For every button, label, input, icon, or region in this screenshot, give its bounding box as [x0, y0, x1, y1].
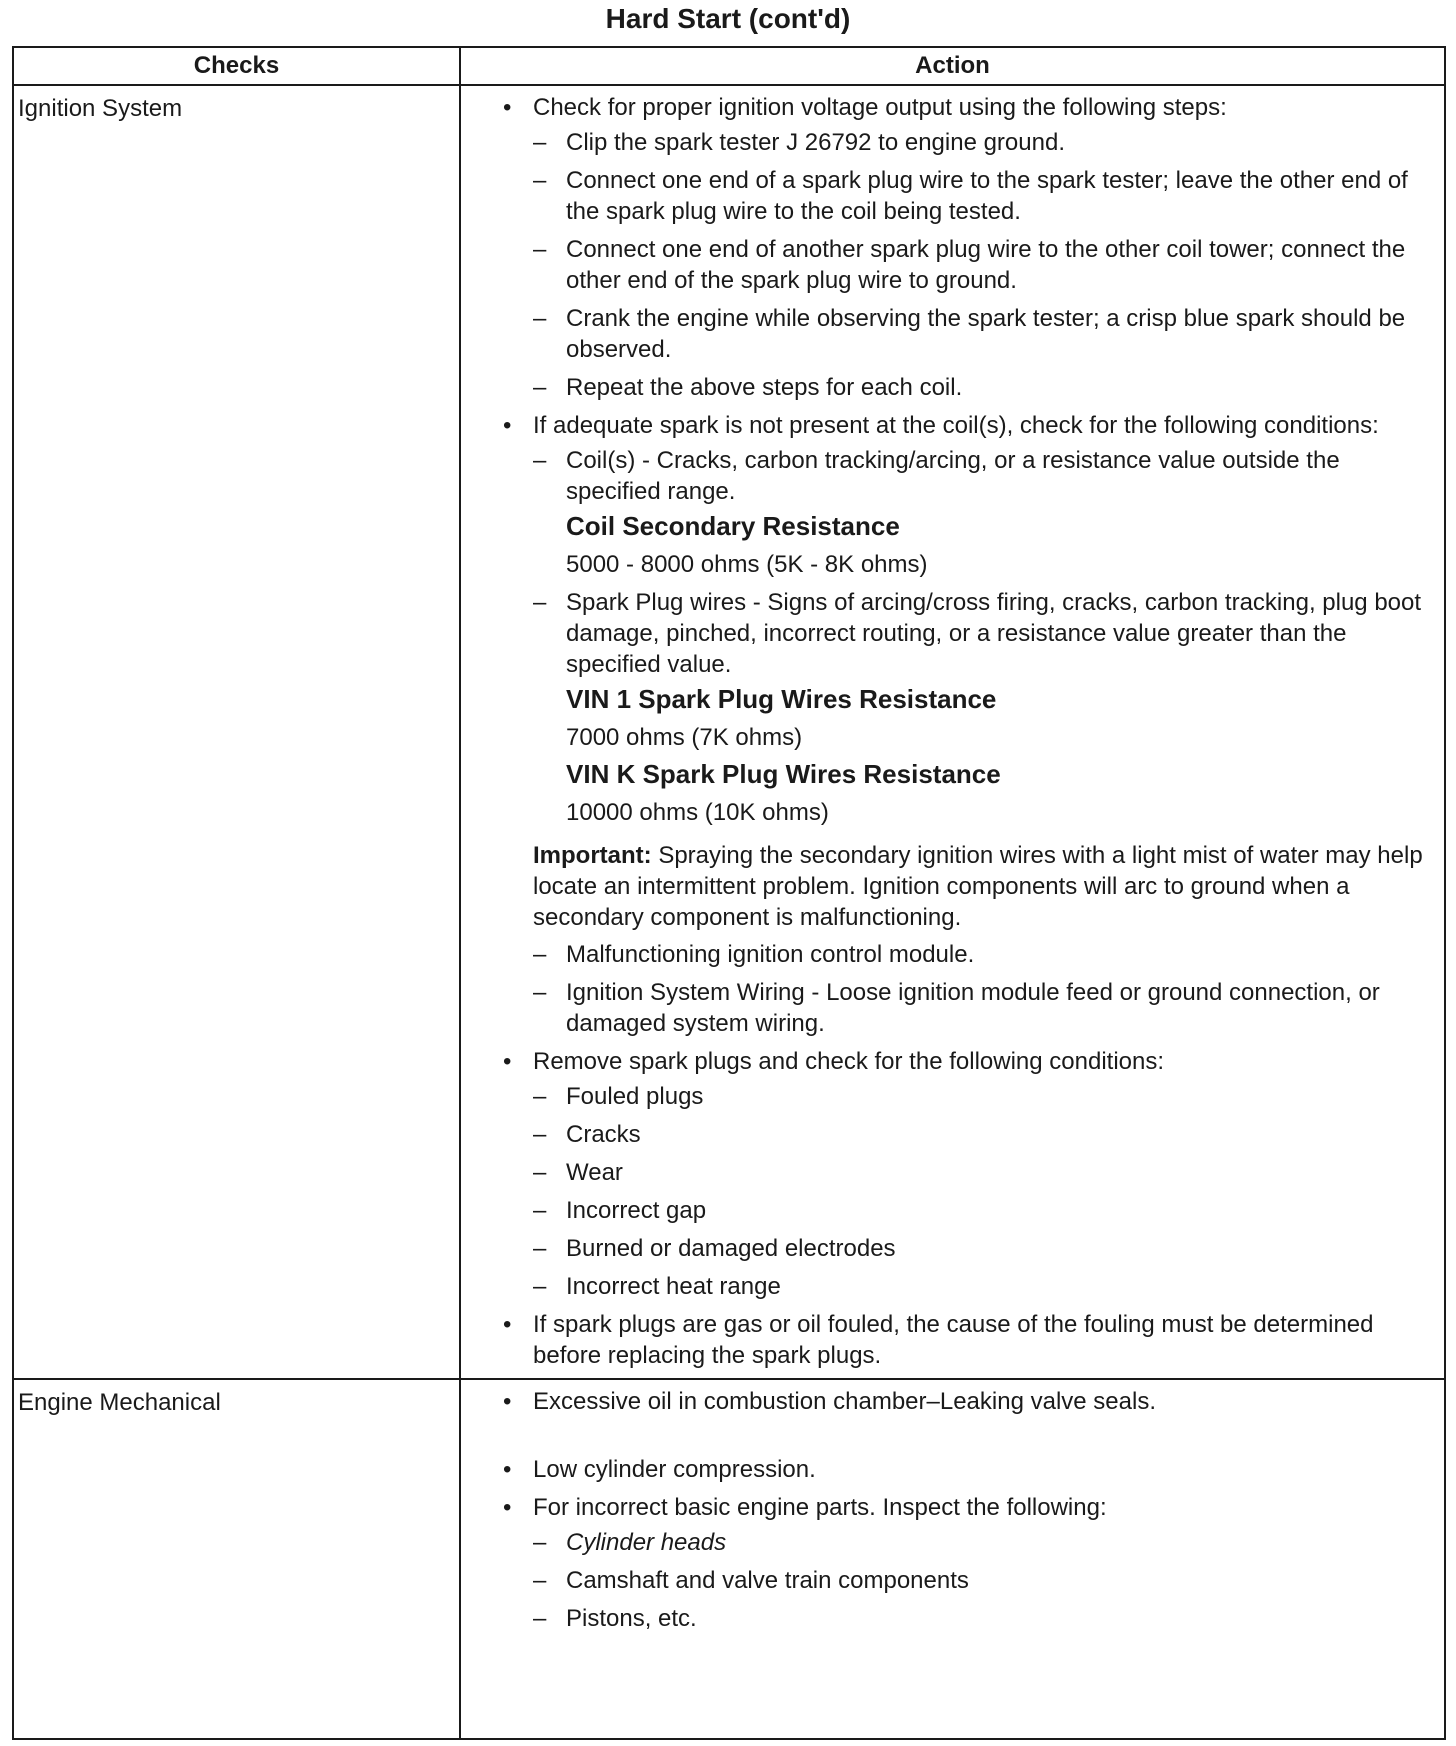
spec-value: 10000 ohms (10K ohms) — [566, 799, 829, 826]
action-bullet: • Excessive oil in combustion chamber–Leaking valve seals. — [503, 1388, 1156, 1415]
dash-icon: – — [533, 236, 547, 263]
dash-icon: – — [533, 589, 547, 616]
dash-icon: – — [533, 1083, 547, 1110]
hard-start-table — [12, 46, 1446, 1740]
dash-icon: – — [533, 941, 547, 968]
action-bullet: • Remove spark plugs and check for the following conditions: – Fouled plugs – Cracks – Wear – Incorrect gap – Burned or damaged electrodes – Incorrect heat range — [501, 1046, 1434, 1302]
action-step: – Wear — [533, 1159, 623, 1186]
action-step: – Ignition System Wiring - Loose ignition module feed or ground connection, or damaged system wiring. — [533, 979, 1380, 1037]
dash-icon: – — [533, 1529, 547, 1556]
action-step: – Spark Plug wires - Signs of arcing/cross firing, cracks, carbon tracking, plug boot damage, pinched, incorrect routing, or a resistance value greater than the specified value. VIN 1 Spark Plug Wires Resistance 7000 ohms (7K ohms) VIN K Spark Plug Wires Resistance 10000 ohms (10K ohms) — [533, 587, 1434, 828]
action-step: – Cracks — [533, 1121, 641, 1148]
action-ignition-system — [460, 85, 1445, 1379]
header-row — [13, 47, 1445, 85]
table-row — [13, 1379, 1445, 1739]
bullet-icon: • — [503, 1494, 512, 1521]
spec-value: 5000 - 8000 ohms (5K - 8K ohms) — [566, 551, 928, 578]
action-step: – Incorrect heat range — [533, 1273, 781, 1300]
checks-header: Checks — [13, 47, 460, 85]
dash-icon: – — [533, 979, 547, 1006]
action-step: – Burned or damaged electrodes — [533, 1235, 896, 1262]
action-step: – Connect one end of a spark plug wire to the spark tester; leave the other end of the spark plug wire to the coil being tested. — [533, 167, 1408, 225]
dash-icon: – — [533, 1273, 547, 1300]
action-bullet: • For incorrect basic engine parts. Inspect the following: – Cylinder heads – Camshaft and valve train components – Pistons, etc. — [501, 1492, 1434, 1634]
dash-icon: – — [533, 1235, 547, 1262]
bullet-icon: • — [503, 1388, 512, 1415]
check-ignition-system: Ignition System — [13, 85, 460, 1379]
action-bullet: • Check for proper ignition voltage output using the following steps: – Clip the spark tester J 26792 to engine ground. – Connect one end of a spark plug wire to the spark tester; leave the other end of the spark plug wire to the coil being tested. – Connect one end of another spark plug wire to the other coil tower; connect the other end of the spark plug wire to ground. – Crank the engine while observing the spark tester; a crisp blue spark should be observed. – Repeat the above steps for each coil. — [501, 92, 1434, 403]
important-note: Important: Spraying the secondary ignition wires with a light mist of water may help locate an intermittent problem. Ignition components will arc to ground when a secondary component is malfunctioning. — [533, 842, 1423, 931]
page-title: Hard Start (cont'd) — [605, 3, 851, 34]
check-engine-mechanical: Engine Mechanical — [13, 1379, 460, 1739]
action-step: – Coil(s) - Cracks, carbon tracking/arcing, or a resistance value outside the specified range. Coil Secondary Resistance 5000 - 8000 ohms (5K - 8K ohms) — [533, 445, 1434, 580]
action-step: – Incorrect gap — [533, 1197, 707, 1224]
bullet-icon: • — [503, 1311, 512, 1338]
action-step: – Fouled plugs — [533, 1083, 704, 1110]
action-header: Action — [460, 47, 1445, 85]
action-step: – Cylinder heads — [533, 1529, 727, 1556]
spec-title: Coil Secondary Resistance — [566, 511, 900, 541]
dash-icon: – — [533, 167, 547, 194]
dash-icon: – — [533, 305, 547, 332]
action-step: – Clip the spark tester J 26792 to engine ground. — [533, 129, 1065, 156]
dash-icon: – — [533, 1605, 547, 1632]
dash-icon: – — [533, 374, 547, 401]
action-engine-mechanical — [460, 1379, 1445, 1739]
spec-value: 7000 ohms (7K ohms) — [566, 724, 803, 751]
bullet-icon: • — [503, 1048, 512, 1075]
action-step: – Camshaft and valve train components — [533, 1567, 969, 1594]
dash-icon: – — [533, 1159, 547, 1186]
spec-title: VIN 1 Spark Plug Wires Resistance — [566, 684, 997, 714]
spec-title: VIN K Spark Plug Wires Resistance — [566, 759, 1001, 789]
action-bullet: • Low cylinder compression. — [503, 1456, 816, 1483]
bullet-icon: • — [503, 94, 512, 121]
bullet-icon: • — [503, 412, 512, 439]
action-step: – Malfunctioning ignition control module. — [533, 941, 975, 968]
dash-icon: – — [533, 129, 547, 156]
action-step: – Crank the engine while observing the spark tester; a crisp blue spark should be observed. — [533, 305, 1406, 363]
action-step: – Repeat the above steps for each coil. — [533, 374, 963, 401]
action-bullet: • If spark plugs are gas or oil fouled, the cause of the fouling must be determined before replacing the spark plugs. — [503, 1311, 1374, 1369]
action-bullet: • If adequate spark is not present at the coil(s), check for the following conditions: – Coil(s) - Cracks, carbon tracking/arcing, or a resistance value outside the specified range. Coil Secondary Resistance 5000 - 8000 ohms (5K - 8K ohms) – Spark Plug wires - Signs of arcing/cross firing, cracks, carbon tracking, plug boot damage, pinched, incorrect routing, or a resistance value greater than the specified value. VIN 1 Spark Plug Wires Resistance 7000 ohms (7K ohms) VIN K Spark Plug Wires Resistance 10000 ohms (10K ohms) Important: Spraying the secondary ignition wires with a light mist of water may help locate an intermittent problem. Ignition components will arc to ground when a secondary component is malfunctioning. – Malfunctioning ignition control module. – Ignition System Wiring - Loose ignition module feed or ground connection, or damaged system wiring. — [501, 410, 1434, 1039]
bullet-icon: • — [503, 1456, 512, 1483]
action-step: – Connect one end of another spark plug wire to the other coil tower; connect the other end of the spark plug wire to ground. — [533, 236, 1406, 294]
dash-icon: – — [533, 1121, 547, 1148]
dash-icon: – — [533, 447, 547, 474]
action-step: – Pistons, etc. — [533, 1605, 697, 1632]
table-row — [13, 85, 1445, 1379]
dash-icon: – — [533, 1197, 547, 1224]
dash-icon: – — [533, 1567, 547, 1594]
